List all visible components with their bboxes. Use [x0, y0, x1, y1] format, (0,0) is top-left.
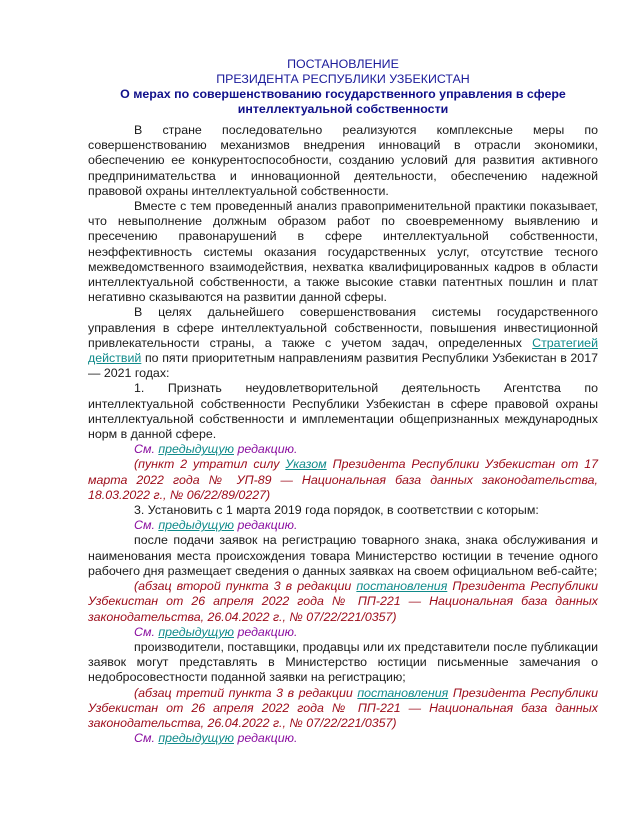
- strategy-link[interactable]: Стратегией действий: [88, 335, 598, 366]
- see-previous-2: См. предыдущую редакцию.: [134, 518, 298, 533]
- see-previous-1: См. предыдущую редакцию.: [134, 442, 298, 457]
- item-3: 3. Установить с 1 марта 2019 года порядок, в соответствии с которым:: [134, 503, 539, 518]
- resolution-link[interactable]: постановления: [357, 685, 449, 700]
- previous-edition-link[interactable]: предыдущую: [158, 518, 234, 533]
- note-item-3-paragraph-2: (абзац второй пункта 3 в редакции постановления Президента Республики Узбекистан от 26 апреля 2022 года № ПП-221 — Национальная база данных законодательства, 26.04.2022 г., № 07/22/221/0357): [88, 579, 599, 624]
- previous-edition-link[interactable]: предыдущую: [158, 624, 234, 639]
- paragraph-analysis: Вместе с тем проведенный анализ правоприменительной практики показывает, что невыполнение должным образом работ по своевременному выявлению и пресечению правонарушений в сфере интеллектуальной собственности, неэффективность системы оказания государственных услуг, отсутствие тесного межведомственного взаимодействия, нехватка квалифицированных кадров в области интеллектуальной собственности, а также высокие ставки патентных пошлин и плат негативно сказываются на развитии данной сферы.: [88, 199, 598, 305]
- note-item-2: (пункт 2 утратил силу Указом Президента Республики Узбекистан от 17 марта 2022 года № УП-89 — Национальная база данных законодательства, 18.03.2022 г., № 06/22/89/0227): [88, 457, 598, 502]
- see-previous-3: См. предыдущую редакцию.: [134, 624, 298, 639]
- header-decree: ПОСТАНОВЛЕНИЕ: [287, 57, 399, 71]
- item-3-paragraph-2: после подачи заявок на регистрацию товарного знака, знака обслуживания и наименования места происхождения товара Министерство юстиции в течение одного рабочего дня размещает сведения о данных заявках на своем официальном веб-сайте;: [88, 533, 598, 578]
- see-previous-4: См. предыдущую редакцию.: [134, 731, 298, 746]
- decree-link[interactable]: Указом: [285, 457, 327, 472]
- item-1: 1. Признать неудовлетворительной деятельность Агентства по интеллектуальной собственности Республики Узбекистан в сфере правовой охраны интеллектуальной собственности и имплементации общепризнанных международных норм в данной сфере.: [88, 381, 598, 442]
- header-president: ПРЕЗИДЕНТА РЕСПУБЛИКИ УЗБЕКИСТАН: [216, 71, 470, 86]
- item-3-paragraph-3: производители, поставщики, продавцы или их представители после публикации заявок могут представлять в Министерство юстиции письменные замечания о недобросовестности поданной заявки на регистрацию;: [88, 639, 598, 685]
- document-subtitle: О мерах по совершенствованию государственного управления в сфере интеллектуальной собственности: [120, 87, 566, 116]
- paragraph-intro: В стране последовательно реализуются комплексные меры по совершенствованию механизмов внедрения инноваций в отрасли экономики, обеспечению ее конкурентоспособности, созданию условий для развития активного предпринимательства и инновационной деятельности, обеспечению надежной правовой охраны интеллектуальной собственности.: [88, 123, 598, 198]
- paragraph-goals: В целях дальнейшего совершенствования системы государственного управления в сфере интеллектуальной собственности, повышения инвестиционной привлекательности страны, а также с учетом задач, определенных Стратегией действий по пяти приоритетным направлениям развития Республики Узбекистан в 2017 — 2021 годах:: [88, 305, 598, 381]
- previous-edition-link[interactable]: предыдущую: [158, 442, 234, 457]
- previous-edition-link[interactable]: предыдущую: [158, 731, 234, 746]
- document-page: [88, 57, 598, 746]
- note-item-3-paragraph-3: (абзац третий пункта 3 в редакции постановления Президента Республики Узбекистан от 26 апреля 2022 года № ПП-221 — Национальная база данных законодательства, 26.04.2022 г., № 07/22/221/0357): [88, 685, 598, 730]
- document-header: [88, 57, 598, 116]
- resolution-link[interactable]: постановления: [356, 579, 448, 594]
